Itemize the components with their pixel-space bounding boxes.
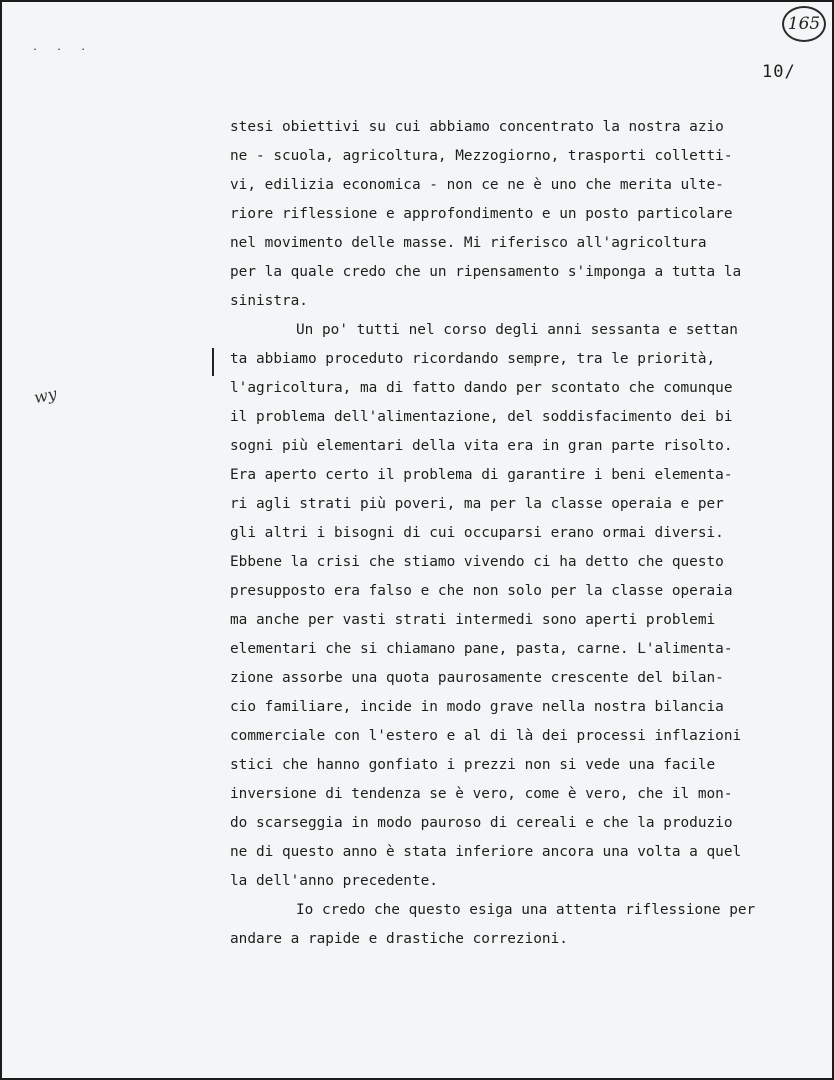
archive-stamp: 165: [782, 6, 826, 42]
text-line: do scarseggia in modo pauroso di cereali e che la produzio: [230, 815, 733, 831]
text-line: nel movimento delle masse. Mi riferisco all'agricoltura: [230, 235, 707, 251]
paragraph: [230, 316, 830, 896]
text-line: sinistra.: [230, 293, 308, 309]
text-line: presupposto era falso e che non solo per la classe operaia: [230, 583, 733, 599]
text-line: ta abbiamo proceduto ricordando sempre, tra le priorità,: [230, 351, 716, 367]
text-line: vi, edilizia economica - non ce ne è uno che merita ulte-: [230, 177, 724, 193]
text-line: riore riflessione e approfondimento e un posto particolare: [230, 206, 733, 222]
typed-text-block: [230, 113, 830, 954]
text-line: ri agli strati più poveri, ma per la classe operaia e per: [230, 496, 724, 512]
margin-bar: [212, 348, 214, 376]
text-line: ne di questo anno è stata inferiore ancora una volta a quel: [230, 844, 742, 860]
text-line: Era aperto certo il problema di garantire i beni elementa-: [230, 467, 733, 483]
text-line: Ebbene la crisi che stiamo vivendo ci ha detto che questo: [230, 554, 724, 570]
paragraph: [230, 113, 830, 316]
text-line: gli altri i bisogni di cui occuparsi erano ormai diversi.: [230, 525, 724, 541]
text-line: il problema dell'alimentazione, del soddisfacimento dei bi: [230, 409, 733, 425]
text-line: elementari che si chiamano pane, pasta, carne. L'alimenta-: [230, 641, 733, 657]
text-line: zione assorbe una quota paurosamente crescente del bilan-: [230, 670, 724, 686]
text-line: cio familiare, incide in modo grave nella nostra bilancia: [230, 699, 724, 715]
paragraph: [230, 896, 830, 954]
text-line: andare a rapide e drastiche correzioni.: [230, 931, 568, 947]
text-line: la dell'anno precedente.: [230, 873, 438, 889]
text-line: inversione di tendenza se è vero, come è vero, che il mon-: [230, 786, 733, 802]
page-number: 10/: [762, 62, 796, 82]
text-line: Un po' tutti nel corso degli anni sessanta e settan: [296, 322, 738, 338]
text-line: stici che hanno gonfiato i prezzi non si vede una facile: [230, 757, 716, 773]
text-line: Io credo che questo esiga una attenta riflessione per: [296, 902, 756, 918]
text-line: sogni più elementari della vita era in gran parte risolto.: [230, 438, 733, 454]
text-line: commerciale con l'estero e al di là dei processi inflazioni: [230, 728, 742, 744]
text-line: stesi obiettivi su cui abbiamo concentrato la nostra azio: [230, 119, 724, 135]
text-line: l'agricoltura, ma di fatto dando per scontato che comunque: [230, 380, 733, 396]
text-line: ma anche per vasti strati intermedi sono aperti problemi: [230, 612, 716, 628]
margin-dots: . . .: [32, 42, 93, 53]
text-line: ne - scuola, agricoltura, Mezzogiorno, trasporti colletti-: [230, 148, 733, 164]
text-line: per la quale credo che un ripensamento s'imponga a tutta la: [230, 264, 742, 280]
margin-note: wy: [32, 383, 59, 408]
